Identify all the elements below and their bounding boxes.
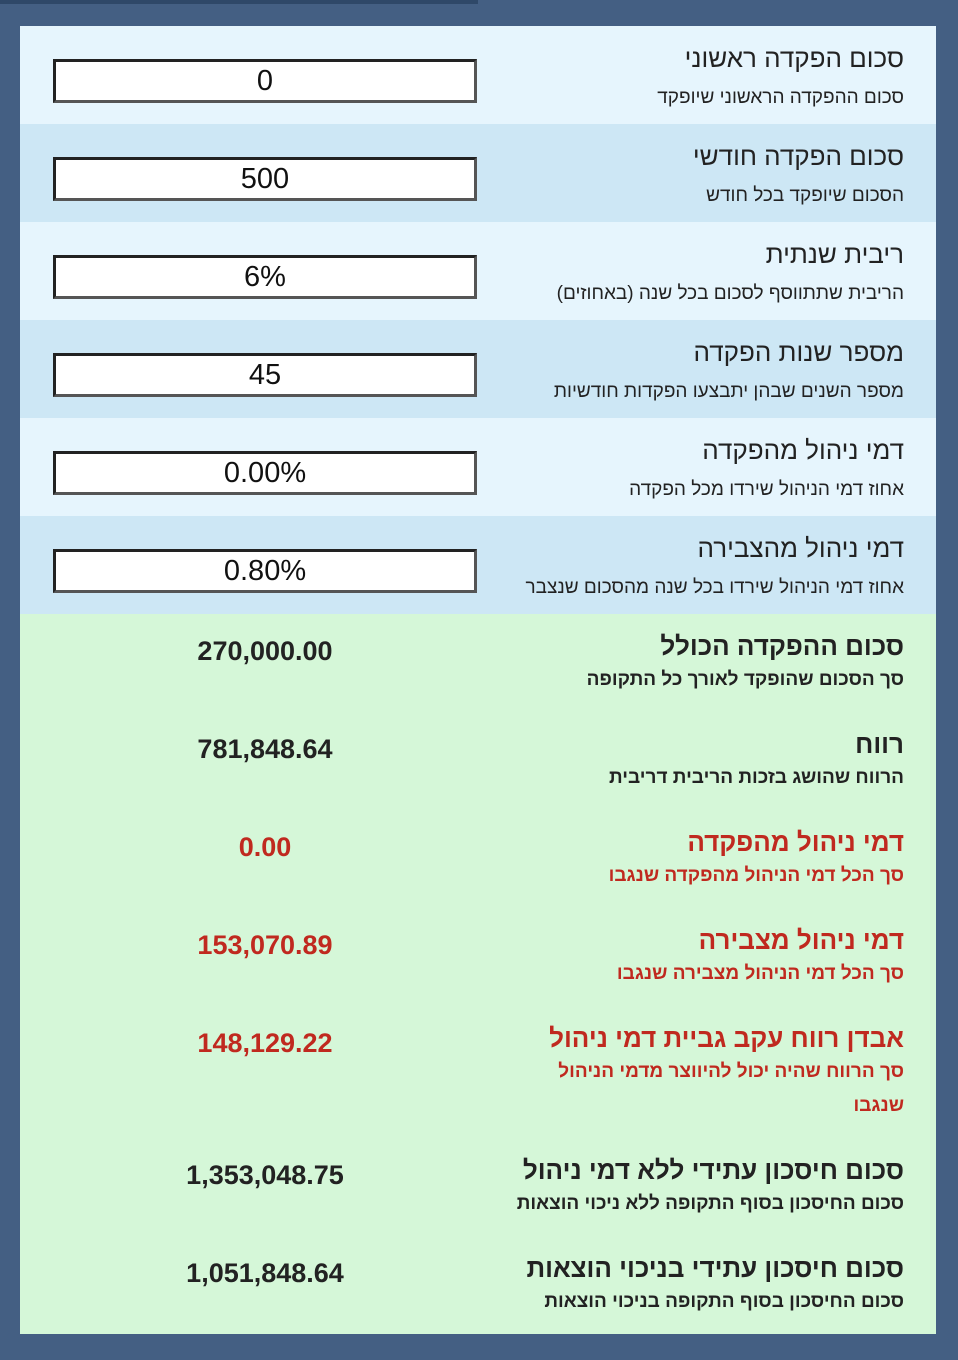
result-value: 153,070.89 (197, 930, 333, 960)
accumulation-fee-title: דמי ניהול מהצבירה (697, 533, 904, 563)
result-value: 781,848.64 (197, 734, 333, 764)
deposit-years-title: מספר שנות הפקדה (693, 337, 904, 367)
result-subtitle: סכום החיסכון בסוף התקופה ללא ניכוי הוצאות (516, 1193, 904, 1214)
annual-interest-title: ריבית שנתית (765, 239, 904, 269)
result-subtitle: סכום החיסכון בסוף התקופה בניכוי הוצאות (544, 1291, 904, 1312)
result-profit (20, 712, 936, 810)
top-strip (0, 0, 478, 4)
result-title: דמי ניהול מצבירה (698, 925, 904, 955)
deposit-fee-title: דמי ניהול מהפקדה (702, 435, 904, 465)
initial-deposit-subtitle: סכום ההפקדה הראשוני שיופקד (657, 87, 904, 108)
result-subtitle: סך הכל דמי הניהול מצבירה שנגבו (616, 963, 904, 984)
result-accumulation-fees (20, 908, 936, 1006)
initial-deposit-title: סכום הפקדה ראשוני (684, 43, 904, 73)
monthly-deposit-title: סכום הפקדה חודשי (692, 141, 904, 171)
result-subtitle: סך הכל דמי הניהול מהפקדה שנגבו (608, 865, 904, 886)
result-title: סכום חיסכון עתידי ללא דמי ניהול (522, 1155, 904, 1185)
result-savings-no-fees (20, 1138, 936, 1236)
accumulation-fee-input[interactable] (53, 549, 477, 593)
result-savings-net (20, 1236, 936, 1334)
result-title: רווח (855, 729, 904, 759)
deposit-fee-subtitle: אחוז דמי הניהול שירדו מכל הפקדה (629, 479, 904, 500)
monthly-deposit-input[interactable] (53, 157, 477, 201)
result-value: 1,051,848.64 (186, 1258, 344, 1288)
result-subtitle: סך הסכום שהופקד לאורך כל התקופה (586, 669, 904, 690)
deposit-years-subtitle: מספר השנים שבהן יתבצעו הפקדות חודשיות (553, 381, 904, 402)
calculator-panel (20, 26, 936, 1334)
deposit-years-row (20, 320, 936, 418)
result-title: סכום חיסכון עתידי בניכוי הוצאות (526, 1253, 904, 1283)
initial-deposit-row (20, 26, 936, 124)
monthly-deposit-subtitle: הסכום שיופקד בכל חודש (706, 185, 904, 206)
annual-interest-subtitle: הריבית שתתווסף לסכום בכל שנה (באחוזים) (556, 283, 904, 304)
deposit-years-input[interactable] (53, 353, 477, 397)
deposit-fee-input[interactable] (53, 451, 477, 495)
deposit-fee-row (20, 418, 936, 516)
result-deposit-fees (20, 810, 936, 908)
result-total-deposit (20, 614, 936, 712)
result-title: דמי ניהול מהפקדה (687, 827, 904, 857)
result-lost-profit (20, 1006, 936, 1138)
result-subtitle: סך הרווח שהיה יכול להיווצר מדמי הניהול שנגבו (558, 1061, 904, 1116)
result-value: 148,129.22 (197, 1028, 333, 1058)
result-subtitle: הרווח שהושג בזכות הריבית דריבית (609, 767, 904, 788)
annual-interest-row (20, 222, 936, 320)
annual-interest-input[interactable] (53, 255, 477, 299)
result-title: סכום ההפקדה הכולל (660, 631, 904, 661)
result-value: 1,353,048.75 (186, 1160, 344, 1190)
result-value: 270,000.00 (197, 636, 333, 666)
result-value: 0.00 (238, 832, 292, 862)
accumulation-fee-subtitle: אחוז דמי הניהול שירדו בכל שנה מהסכום שנצבר (525, 577, 904, 598)
results-section (20, 614, 936, 1334)
initial-deposit-input[interactable] (53, 59, 477, 103)
result-title: אבדן רווח עקב גביית דמי ניהול (549, 1023, 904, 1053)
monthly-deposit-row (20, 124, 936, 222)
accumulation-fee-row (20, 516, 936, 614)
